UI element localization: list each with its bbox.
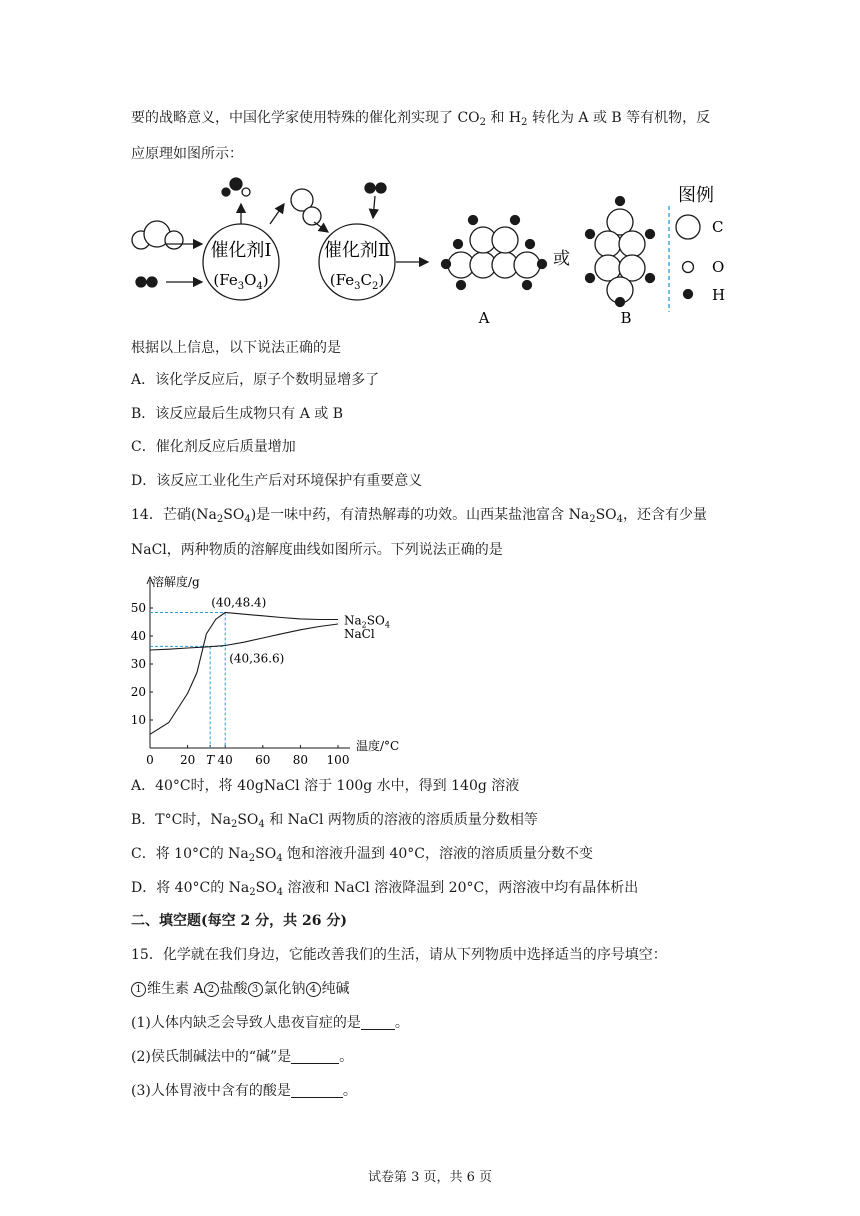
choice-number-1: 1 xyxy=(131,982,146,997)
h2-molecule-icon-2 xyxy=(365,183,386,193)
x-tick-label: 80 xyxy=(292,753,309,767)
q14-stem-line2: NaCl，两种物质的溶解度曲线如图所示。下列说法正确的是 xyxy=(131,542,503,558)
section-heading: 二、填空题(每空 2 分，共 26 分) xyxy=(131,913,347,929)
reaction-diagram xyxy=(128,172,748,332)
series-label-na2so4: $Na_2SO_4$ xyxy=(344,613,390,630)
page-footer: 试卷第 3 页，共 6 页 xyxy=(367,1170,493,1185)
catalyst-1-formula: $(Fe_3O_4)$ xyxy=(213,271,269,292)
legend-label-c: C xyxy=(712,218,724,236)
q15-sub2: (2)侯氏制碱法中的“碱”是 。 xyxy=(131,1049,354,1065)
answer-blank-1[interactable] xyxy=(361,1015,395,1030)
product-b-molecule-icon xyxy=(586,197,655,307)
legend-oxygen-icon xyxy=(683,262,694,273)
answer-blank-2[interactable] xyxy=(291,1049,339,1064)
q15-stem: 15．化学就在我们身边，它能改善我们的生活，请从下列物质中选择适当的序号填空： xyxy=(131,947,667,963)
x-tick-label: T xyxy=(206,753,215,767)
series-label-nacl: NaCl xyxy=(344,626,375,641)
solubility-chart xyxy=(128,568,428,768)
y-tick-label: 30 xyxy=(130,657,146,671)
q13-option-a: A．该化学反应后，原子个数明显增多了 xyxy=(131,372,380,388)
q13-option-c: C．催化剂反应后质量增加 xyxy=(131,439,296,455)
series-line-nacl xyxy=(150,624,338,650)
q15-sub3: (3)人体胃液中含有的酸是 。 xyxy=(131,1083,357,1099)
legend-hydrogen-icon xyxy=(684,290,693,299)
choice-number-2: 2 xyxy=(204,982,219,997)
q13-question: 根据以上信息，以下说法正确的是 xyxy=(131,340,341,356)
choice-number-4: 4 xyxy=(306,982,321,997)
co2-molecule-icon xyxy=(132,221,183,249)
annotation-na2so4-point: (40,48.4) xyxy=(211,595,267,610)
legend-label-h: H xyxy=(712,286,726,304)
q13-intro-line1: 要的战略意义，中国化学家使用特殊的催化剂实现了 $CO_2$ 和 $H_2$ 转化为 A 或 B 等有机物，反 xyxy=(131,110,711,128)
series-line-na2so4 xyxy=(150,613,338,735)
x-tick-label: 0 xyxy=(146,753,154,767)
q15-sub1: (1)人体内缺乏会导致人患夜盲症的是 。 xyxy=(131,1015,409,1031)
x-tick-label: 100 xyxy=(326,753,350,767)
choice-number-3: 3 xyxy=(248,982,263,997)
q14-option-b: B．T°C时，$Na_2SO_4$ 和 NaCl 两物质的溶液的溶质质量分数相等 xyxy=(131,812,538,830)
y-tick-label: 20 xyxy=(130,685,146,699)
x-tick-label: 20 xyxy=(179,753,196,767)
product-a-label: A xyxy=(478,309,490,327)
q13-option-b: B．该反应最后生成物只有 A 或 B xyxy=(131,406,344,422)
y-axis-label: 溶解度/g xyxy=(152,575,200,589)
product-b-label: B xyxy=(620,309,632,327)
catalyst-2-formula: $(Fe_3C_2)$ xyxy=(329,271,385,292)
co-molecule-icon xyxy=(291,189,321,225)
q14-option-a: A．40°C时，将 40gNaCl 溶于 100g 水中，得到 140g 溶液 xyxy=(131,778,520,794)
legend-title: 图例 xyxy=(678,185,714,206)
y-tick-label: 10 xyxy=(130,713,146,727)
legend-carbon-icon xyxy=(676,215,700,239)
y-tick-label: 50 xyxy=(130,601,146,615)
annotation-nacl-point: (40,36.6) xyxy=(229,651,285,666)
h2o-molecule-icon xyxy=(222,178,250,196)
x-tick-label: 60 xyxy=(255,753,271,767)
q14-option-d: D．将 40°C的 $Na_2SO_4$ 溶液和 NaCl 溶液降温到 20°C，两溶液中均有晶体析出 xyxy=(131,880,639,898)
q14-option-c: C．将 10°C的 $Na_2SO_4$ 饱和溶液升温到 40°C，溶液的溶质质量分数不变 xyxy=(131,846,594,864)
product-a-molecule-icon xyxy=(442,216,547,290)
x-axis-label: 温度/°C xyxy=(356,739,400,753)
q13-intro-line2: 应原理如图所示： xyxy=(131,146,243,162)
catalyst-1-name: 催化剂Ⅰ xyxy=(210,240,272,261)
x-tick-label: 40 xyxy=(217,753,233,767)
answer-blank-3[interactable] xyxy=(291,1083,343,1098)
h2-molecule-icon xyxy=(136,277,157,287)
q15-choices: 1 维生素 A 2 盐酸 3 氯化钠 4 纯碱 xyxy=(131,979,350,999)
q13-option-d: D．该反应工业化生产后对环境保护有重要意义 xyxy=(131,473,423,489)
legend-label-o: O xyxy=(712,258,725,276)
q14-stem-line1: 14．芒硝$(Na_2SO_4)$是一味中药，有清热解毒的功效。山西某盐池富含 $Na_2SO_4$，还含有少量 xyxy=(131,507,708,525)
y-tick-label: 40 xyxy=(130,629,146,643)
catalyst-2-name: 催化剂Ⅱ xyxy=(323,240,391,261)
or-label: 或 xyxy=(553,249,570,269)
